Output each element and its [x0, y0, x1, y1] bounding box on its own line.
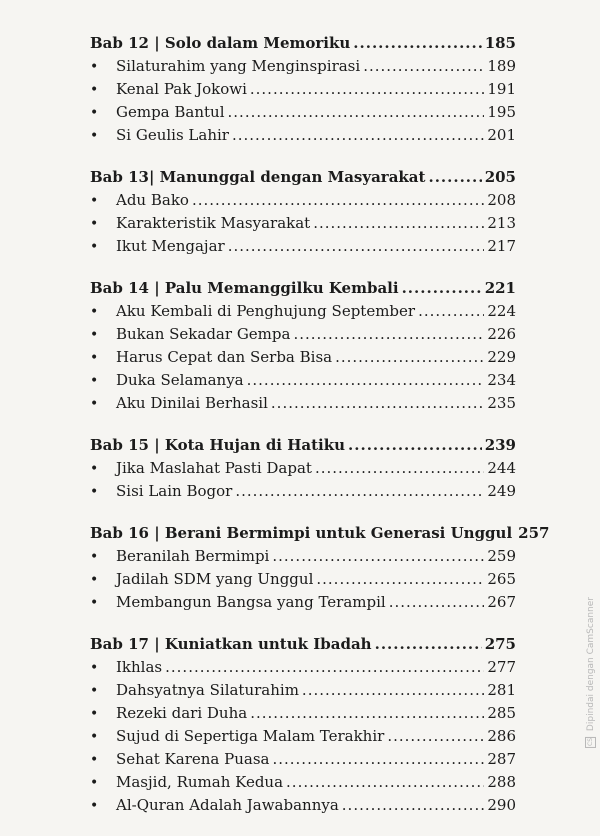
camscanner-icon: CS	[587, 738, 594, 747]
chapter-title: Bab 15 | Kota Hujan di Hatiku	[90, 436, 346, 454]
dot-leader	[272, 748, 484, 771]
entry-title: Masjid, Rumah Kedua	[116, 773, 284, 791]
bullet-icon: •	[90, 239, 99, 255]
toc-entry	[90, 78, 516, 101]
toc-entry	[90, 189, 516, 212]
chapter-page-number: 205	[484, 168, 516, 186]
entry-title: Ikut Mengajar	[116, 237, 225, 255]
bullet-icon: •	[90, 729, 99, 745]
dot-leader	[286, 771, 484, 794]
chapter-title: Bab 12 | Solo dalam Memoriku	[90, 34, 351, 52]
entry-page-number: 285	[487, 704, 516, 722]
toc-entry	[90, 323, 516, 346]
toc-entry	[90, 679, 516, 702]
entry-page-number: 249	[487, 482, 516, 500]
bullet-icon: •	[90, 595, 99, 611]
chapter-page-number: 221	[484, 279, 516, 297]
chapter-block	[90, 277, 516, 415]
toc-entry	[90, 235, 516, 258]
dot-leader	[250, 702, 484, 725]
entry-page-number: 286	[487, 727, 516, 745]
dot-leader	[232, 124, 484, 147]
toc-entry	[90, 702, 516, 725]
entry-title: Bukan Sekadar Gempa	[116, 325, 291, 343]
chapter-block	[90, 633, 516, 817]
entry-title: Sisi Lain Bogor	[116, 482, 233, 500]
entry-title: Harus Cepat dan Serba Bisa	[116, 348, 333, 366]
dot-leader	[389, 591, 485, 614]
dot-leader	[302, 679, 484, 702]
dot-leader	[387, 725, 484, 748]
toc-entry	[90, 748, 516, 771]
dot-leader	[313, 212, 484, 235]
bullet-icon: •	[90, 798, 99, 814]
bullet-icon: •	[90, 193, 99, 209]
dot-leader	[428, 166, 481, 189]
entry-page-number: 208	[487, 191, 516, 209]
chapter-title: Bab 13| Manunggal dengan Masyarakat	[90, 168, 426, 186]
entry-title: Kenal Pak Jokowi	[116, 80, 247, 98]
entry-title: Membangun Bangsa yang Terampil	[116, 593, 386, 611]
bullet-icon: •	[90, 59, 99, 75]
entry-title: Beranilah Bermimpi	[116, 547, 270, 565]
dot-leader	[271, 392, 484, 415]
entry-page-number: 277	[487, 658, 516, 676]
entry-title: Rezeki dari Duha	[116, 704, 248, 722]
entry-title: Ikhlas	[116, 658, 163, 676]
toc-entry	[90, 392, 516, 415]
dot-leader	[235, 480, 484, 503]
entry-page-number: 224	[487, 302, 516, 320]
entry-page-number: 213	[487, 214, 516, 232]
chapter-page-number: 185	[484, 34, 516, 52]
entry-page-number: 189	[487, 57, 516, 75]
bullet-icon: •	[90, 572, 99, 588]
chapter-heading	[90, 32, 516, 55]
bullet-icon: •	[90, 706, 99, 722]
dot-leader	[353, 32, 481, 55]
chapter-title: Bab 16 | Berani Bermimpi untuk Generasi Unggul	[90, 524, 513, 542]
bullet-icon: •	[90, 752, 99, 768]
toc-entry	[90, 369, 516, 392]
bullet-icon: •	[90, 484, 99, 500]
chapter-heading	[90, 522, 550, 545]
toc-entry	[90, 771, 516, 794]
camscanner-watermark	[585, 597, 596, 748]
entry-page-number: 226	[487, 325, 516, 343]
entry-page-number: 288	[487, 773, 516, 791]
entry-page-number: 244	[487, 459, 516, 477]
dot-leader	[418, 300, 484, 323]
chapter-block	[90, 522, 550, 614]
watermark-text: Dipindai dengan CamScanner	[586, 597, 596, 732]
bullet-icon: •	[90, 660, 99, 676]
entry-page-number: 234	[487, 371, 516, 389]
chapter-block	[90, 434, 516, 503]
entry-title: Al-Quran Adalah Jawabannya	[116, 796, 339, 814]
bullet-icon: •	[90, 461, 99, 477]
dot-leader	[335, 346, 484, 369]
bullet-icon: •	[90, 683, 99, 699]
entry-title: Karakteristik Masyarakat	[116, 214, 311, 232]
entry-title: Adu Bako	[116, 191, 189, 209]
toc-entry	[90, 725, 516, 748]
dot-leader	[375, 633, 482, 656]
chapter-title: Bab 17 | Kuniatkan untuk Ibadah	[90, 635, 372, 653]
chapter-page-number: 257	[518, 524, 550, 542]
toc-entry	[90, 591, 516, 614]
chapter-title: Bab 14 | Palu Memanggilku Kembali	[90, 279, 399, 297]
entry-title: Jadilah SDM yang Unggul	[116, 570, 314, 588]
bullet-icon: •	[90, 128, 99, 144]
chapter-page-number: 275	[484, 635, 516, 653]
entry-page-number: 235	[487, 394, 516, 412]
dot-leader	[192, 189, 484, 212]
chapter-heading	[90, 633, 516, 656]
toc-entry	[90, 124, 516, 147]
table-of-contents	[90, 32, 550, 836]
bullet-icon: •	[90, 549, 99, 565]
dot-leader	[402, 277, 482, 300]
dot-leader	[228, 235, 485, 258]
entry-page-number: 265	[487, 570, 516, 588]
bullet-icon: •	[90, 775, 99, 791]
chapter-block	[90, 32, 516, 147]
entry-page-number: 290	[487, 796, 516, 814]
entry-title: Duka Selamanya	[116, 371, 244, 389]
entry-page-number: 259	[487, 547, 516, 565]
dot-leader	[315, 457, 484, 480]
entry-title: Jika Maslahat Pasti Dapat	[116, 459, 312, 477]
entry-page-number: 191	[487, 80, 516, 98]
toc-entry	[90, 656, 516, 679]
dot-leader	[363, 55, 484, 78]
entry-page-number: 201	[487, 126, 516, 144]
entry-page-number: 229	[487, 348, 516, 366]
toc-entry	[90, 101, 516, 124]
toc-entry	[90, 457, 516, 480]
dot-leader	[228, 101, 485, 124]
dot-leader	[342, 794, 485, 817]
toc-entry	[90, 480, 516, 503]
dot-leader	[250, 78, 484, 101]
entry-title: Sehat Karena Puasa	[116, 750, 270, 768]
bullet-icon: •	[90, 373, 99, 389]
entry-page-number: 195	[487, 103, 516, 121]
dot-leader	[165, 656, 484, 679]
chapter-page-number: 239	[484, 436, 516, 454]
entry-title: Aku Kembali di Penghujung September	[116, 302, 416, 320]
toc-entry	[90, 55, 516, 78]
bullet-icon: •	[90, 105, 99, 121]
toc-entry	[90, 568, 516, 591]
entry-page-number: 267	[487, 593, 516, 611]
chapter-block	[90, 166, 516, 258]
chapter-heading	[90, 166, 516, 189]
chapter-heading	[90, 434, 516, 457]
bullet-icon: •	[90, 216, 99, 232]
chapter-heading	[90, 277, 516, 300]
dot-leader	[247, 369, 485, 392]
dot-leader	[348, 434, 482, 457]
entry-title: Silaturahim yang Menginspirasi	[116, 57, 361, 75]
entry-page-number: 287	[487, 750, 516, 768]
dot-leader	[316, 568, 484, 591]
entry-title: Sujud di Sepertiga Malam Terakhir	[116, 727, 385, 745]
bullet-icon: •	[90, 82, 99, 98]
toc-entry	[90, 212, 516, 235]
bullet-icon: •	[90, 304, 99, 320]
entry-title: Gempa Bantul	[116, 103, 225, 121]
bullet-icon: •	[90, 396, 99, 412]
entry-title: Dahsyatnya Silaturahim	[116, 681, 299, 699]
toc-entry	[90, 794, 516, 817]
entry-title: Si Geulis Lahir	[116, 126, 229, 144]
entry-title: Aku Dinilai Berhasil	[116, 394, 268, 412]
bullet-icon: •	[90, 327, 99, 343]
dot-leader	[272, 545, 484, 568]
toc-entry	[90, 545, 516, 568]
bullet-icon: •	[90, 350, 99, 366]
dot-leader	[293, 323, 484, 346]
toc-entry	[90, 346, 516, 369]
entry-page-number: 217	[487, 237, 516, 255]
entry-page-number: 281	[487, 681, 516, 699]
toc-entry	[90, 300, 516, 323]
